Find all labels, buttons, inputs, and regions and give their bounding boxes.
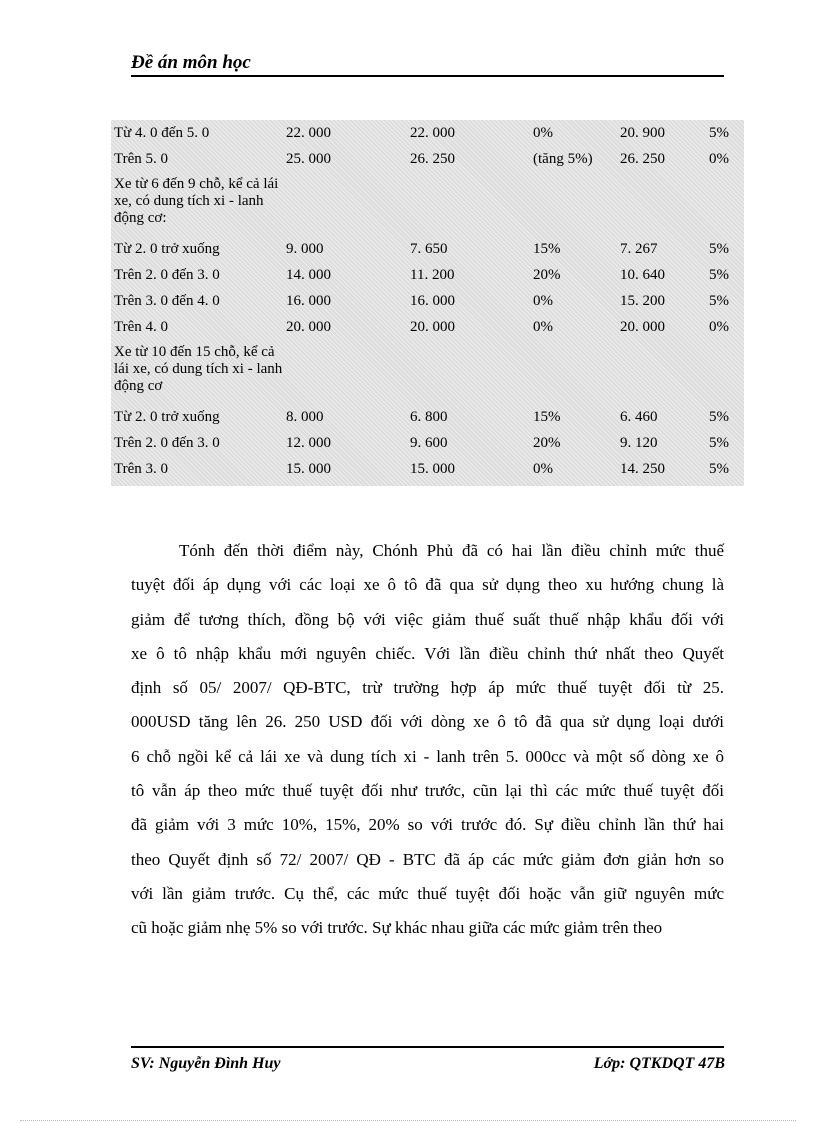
header-rule bbox=[131, 75, 724, 77]
group-label: Xe từ 6 đến 9 chỗ, kể cả lái xe, có dung tích xi - lanh động cơ: bbox=[114, 176, 279, 226]
paragraph-line: tô vẫn áp theo mức thuế tuyệt đối như trước, cũn lại thì các mức thuế tuyệt đối bbox=[131, 781, 724, 801]
table-cell: 5% bbox=[709, 293, 729, 309]
table-cell: 26. 250 bbox=[410, 151, 455, 167]
body-paragraph bbox=[131, 534, 724, 946]
table-cell: 8. 000 bbox=[286, 409, 324, 425]
table-row bbox=[111, 456, 744, 482]
empty-cell bbox=[530, 340, 617, 404]
table-cell: Từ 2. 0 trở xuống bbox=[114, 409, 220, 425]
footer-rule bbox=[131, 1046, 724, 1048]
paragraph-line: theo Quyết định số 72/ 2007/ QĐ - BTC đã áp các mức giảm đơn giản hơn so bbox=[131, 849, 724, 869]
paragraph-line: đã giảm với 3 mức 10%, 15%, 20% so với trước đó. Sự điều chỉnh lần thứ hai bbox=[131, 815, 724, 835]
table-cell: 5% bbox=[709, 241, 729, 257]
empty-cell bbox=[706, 172, 744, 236]
table-cell: 20% bbox=[533, 435, 561, 451]
table-cell: 14. 000 bbox=[286, 267, 331, 283]
table-cell: 0% bbox=[709, 151, 729, 167]
group-label: Xe từ 10 đến 15 chỗ, kể cả lái xe, có dung tích xi - lanh động cơ bbox=[114, 344, 283, 394]
table-cell: 15. 200 bbox=[620, 293, 665, 309]
table-cell: 7. 650 bbox=[410, 241, 448, 257]
table-cell: 15. 000 bbox=[410, 461, 455, 477]
table-cell: 5% bbox=[709, 267, 729, 283]
table-cell: 26. 250 bbox=[620, 151, 665, 167]
table-cell: 25. 000 bbox=[286, 151, 331, 167]
table-cell: (tăng 5%) bbox=[533, 151, 593, 167]
paragraph-line: 6 chỗ ngồi kể cả lái xe và dung tích xi - lanh trên 5. 000cc và một số dòng xe ô bbox=[131, 746, 724, 766]
table-cell: 20. 000 bbox=[286, 319, 331, 335]
paragraph-line: tuyệt đối áp dụng với các loại xe ô tô đã qua sử dụng theo xu hướng chung là bbox=[131, 575, 724, 595]
table-cell: 15. 000 bbox=[286, 461, 331, 477]
table-cell: Trên 5. 0 bbox=[114, 151, 169, 167]
table-row bbox=[111, 262, 744, 288]
table-cell: 5% bbox=[709, 435, 729, 451]
table-cell: Trên 3. 0 bbox=[114, 461, 169, 477]
table-cell: Từ 4. 0 đến 5. 0 bbox=[114, 125, 210, 141]
empty-cell bbox=[617, 172, 706, 236]
table-cell: 0% bbox=[533, 125, 553, 141]
footer-class: Lớp: QTKDQT 47B bbox=[593, 1055, 725, 1072]
table-row bbox=[111, 404, 744, 430]
footer-student: SV: Nguyễn Đình Huy bbox=[131, 1055, 281, 1072]
table-row bbox=[111, 120, 744, 146]
table-cell: 10. 640 bbox=[620, 267, 665, 283]
table-cell: 15% bbox=[533, 241, 561, 257]
table-cell: Trên 3. 0 đến 4. 0 bbox=[114, 293, 220, 309]
table-cell: 15% bbox=[533, 409, 561, 425]
table-row bbox=[111, 430, 744, 456]
empty-cell bbox=[283, 172, 407, 236]
table-row bbox=[111, 314, 744, 340]
table-cell: 5% bbox=[709, 125, 729, 141]
table-cell: 9. 120 bbox=[620, 435, 658, 451]
paragraph-line: Tónh đến thời điểm này, Chónh Phủ đã có hai lần điều chỉnh mức thuế bbox=[179, 541, 724, 560]
table-cell: 9. 600 bbox=[410, 435, 448, 451]
table-cell: 20. 000 bbox=[410, 319, 455, 335]
tax-table-container bbox=[111, 120, 744, 486]
table-cell: Trên 2. 0 đến 3. 0 bbox=[114, 267, 220, 283]
paragraph-line: định số 05/ 2007/ QĐ-BTC, trừ trường hợp áp mức thuế tuyệt đối từ 25. bbox=[131, 678, 724, 698]
table-cell: 22. 000 bbox=[410, 125, 455, 141]
table-cell: 16. 000 bbox=[286, 293, 331, 309]
table-cell: Trên 2. 0 đến 3. 0 bbox=[114, 435, 220, 451]
tax-table-body bbox=[111, 120, 744, 482]
table-cell: 9. 000 bbox=[286, 241, 324, 257]
table-cell: Từ 2. 0 trở xuống bbox=[114, 241, 220, 257]
table-cell: 20. 900 bbox=[620, 125, 665, 141]
table-cell: Trên 4. 0 bbox=[114, 319, 169, 335]
paragraph-line: với lần giảm trước. Cụ thể, các mức thuế tuyệt đối hoặc vẫn giữ nguyên mức bbox=[131, 883, 724, 903]
tax-table bbox=[111, 120, 744, 482]
empty-cell bbox=[706, 340, 744, 404]
table-cell: 7. 267 bbox=[620, 241, 658, 257]
table-cell: 14. 250 bbox=[620, 461, 665, 477]
table-row bbox=[111, 146, 744, 172]
page-edge-dots bbox=[20, 1120, 796, 1121]
empty-cell bbox=[617, 340, 706, 404]
table-cell: 12. 000 bbox=[286, 435, 331, 451]
table-cell: 6. 800 bbox=[410, 409, 448, 425]
paragraph-line: xe ô tô nhập khẩu mới nguyên chiếc. Với lần điều chỉnh thứ nhất theo Quyết bbox=[131, 643, 724, 663]
table-cell: 5% bbox=[709, 461, 729, 477]
table-cell: 0% bbox=[533, 293, 553, 309]
table-cell: 11. 200 bbox=[410, 267, 455, 283]
paragraph-line: giảm để tương thích, đồng bộ với việc giảm thuế suất thuế nhập khẩu đối với bbox=[131, 609, 724, 629]
table-group-row bbox=[111, 340, 744, 404]
table-cell: 20. 000 bbox=[620, 319, 665, 335]
table-group-row bbox=[111, 172, 744, 236]
empty-cell bbox=[530, 172, 617, 236]
empty-cell bbox=[407, 172, 530, 236]
table-cell: 22. 000 bbox=[286, 125, 331, 141]
table-cell: 6. 460 bbox=[620, 409, 658, 425]
paragraph-line: 000USD tăng lên 26. 250 USD đối với dòng xe ô tô đã qua sử dụng loại dưới bbox=[131, 712, 724, 732]
empty-cell bbox=[283, 340, 407, 404]
empty-cell bbox=[407, 340, 530, 404]
table-row bbox=[111, 288, 744, 314]
header-title: Đề án môn học bbox=[131, 52, 251, 73]
table-cell: 0% bbox=[533, 319, 553, 335]
table-cell: 5% bbox=[709, 409, 729, 425]
table-row bbox=[111, 236, 744, 262]
table-cell: 0% bbox=[533, 461, 553, 477]
table-cell: 20% bbox=[533, 267, 561, 283]
table-cell: 16. 000 bbox=[410, 293, 455, 309]
paragraph-line: cũ hoặc giảm nhẹ 5% so với trước. Sự khác nhau giữa các mức giảm trên theo bbox=[131, 918, 663, 938]
table-cell: 0% bbox=[709, 319, 729, 335]
